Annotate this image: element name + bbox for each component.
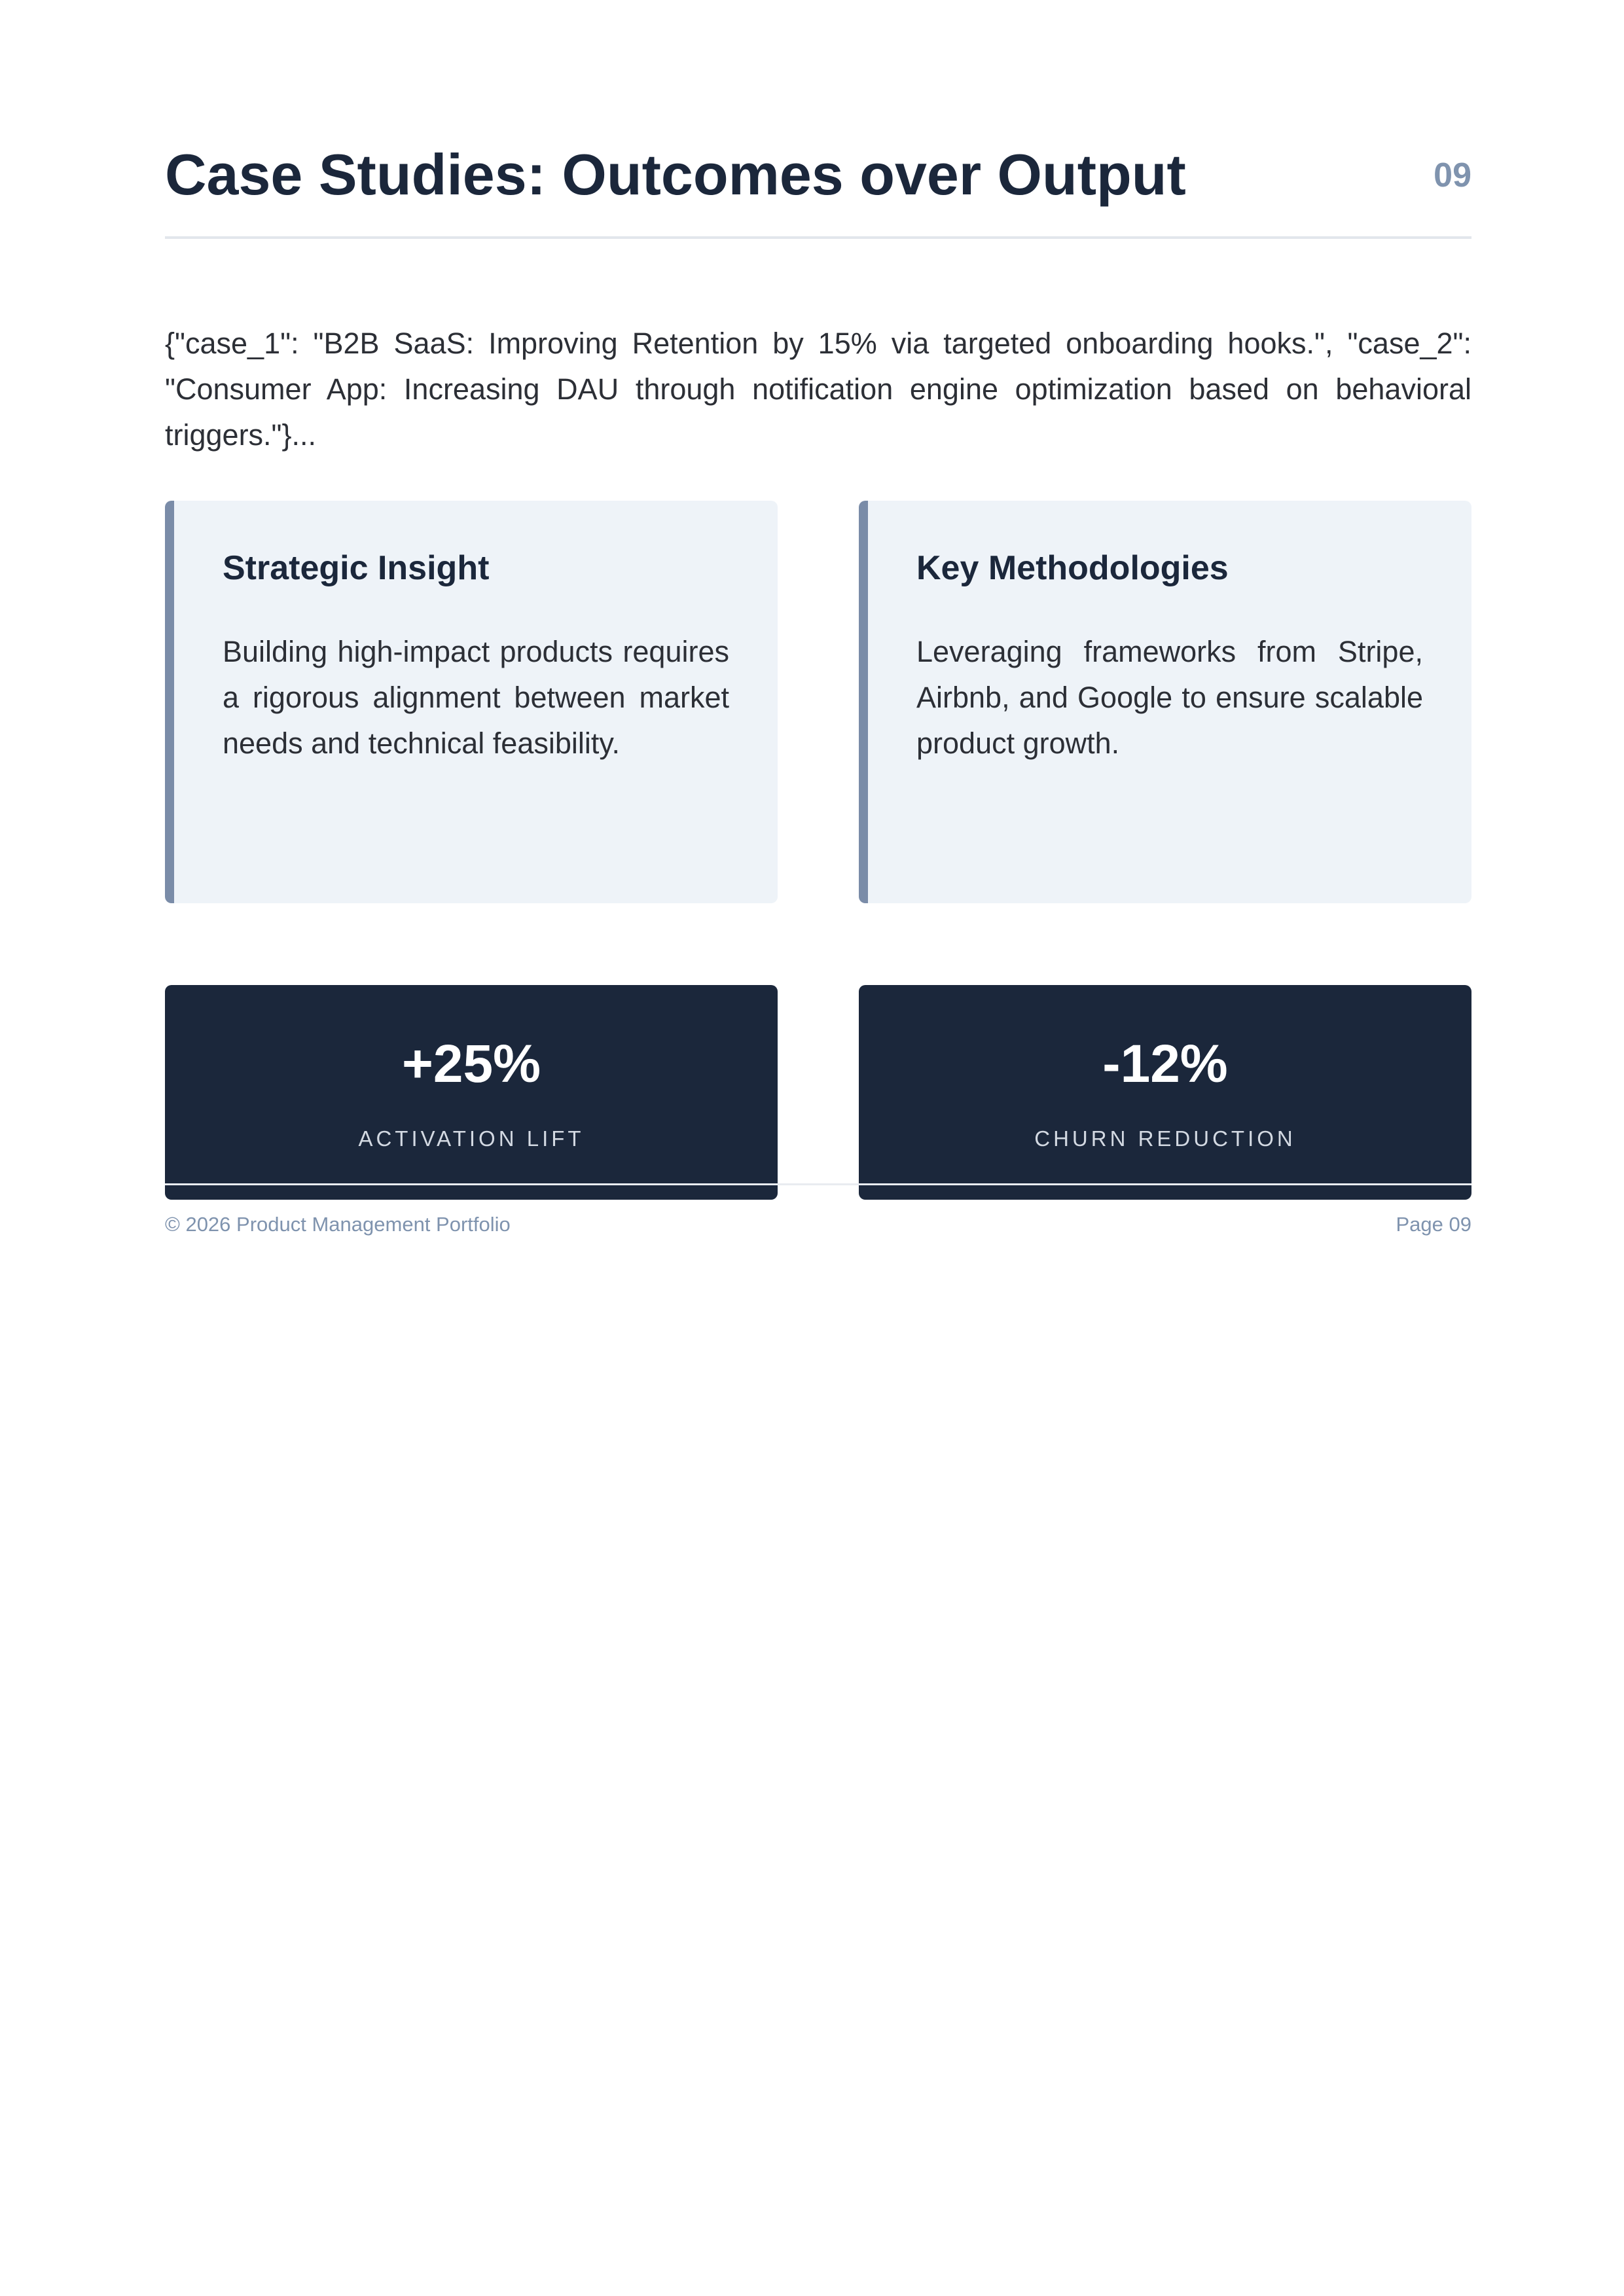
- metric-value: +25%: [401, 1034, 541, 1094]
- page-number: 09: [1434, 156, 1471, 194]
- footer-page-label: Page 09: [1396, 1213, 1471, 1236]
- page-title: Case Studies: Outcomes over Output: [165, 142, 1186, 207]
- document-page: [165, 0, 1471, 2296]
- strategic-insight-card: [165, 501, 778, 903]
- card-heading: Key Methodologies: [916, 549, 1229, 587]
- churn-reduction-metric: [859, 985, 1471, 1200]
- key-methodologies-card: [859, 501, 1471, 903]
- card-heading: Strategic Insight: [223, 549, 490, 587]
- page-header: [165, 128, 1471, 239]
- metric-value: -12%: [1102, 1034, 1228, 1094]
- intro-paragraph: {"case_1": "B2B SaaS: Improving Retention by 15% via targeted onboarding hooks.", "case_2": "Consumer App: Increasing DAU through notification engine optimization based on behavioral triggers."}...: [165, 327, 1471, 452]
- card-text: Leveraging frameworks from Stripe, Airbnb, and Google to ensure scalable product growth.: [916, 635, 1423, 761]
- metric-label: ACTIVATION LIFT: [358, 1126, 585, 1151]
- footer-copyright: © 2026 Product Management Portfolio: [165, 1213, 511, 1236]
- card-text: Building high-impact products requires a rigorous alignment between market needs and technical feasibility.: [223, 635, 729, 761]
- activation-lift-metric: [165, 985, 778, 1200]
- metric-label: CHURN REDUCTION: [1034, 1126, 1296, 1151]
- page-footer: [165, 1183, 1471, 1238]
